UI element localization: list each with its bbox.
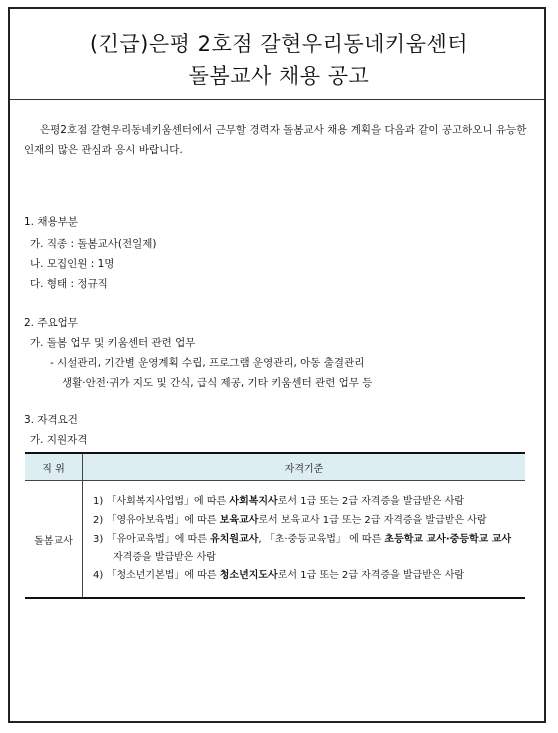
section3-item: 가. 지원자격 [30,434,88,446]
section1-item-count: 나. 모집인원 : 1명 [30,258,115,270]
intro-paragraph: 은평2호점 갈현우리동네키움센터에서 근무할 경력자 돌봄교사 채용 계획을 다음과 같이 공고하오니 유능한 인재의 많은 관심과 응시 바랍니다. [24,124,527,156]
criteria-item-4: 4) 「청소년기본법」에 따른 청소년지도사로서 1급 또는 2급 자격증을 발급받은 사람 [93,570,465,581]
table-header-criteria: 자격기준 [83,453,526,481]
table-header-position: 직 위 [25,453,83,481]
section2-heading: 2. 주요업무 [24,317,78,329]
title-divider [10,99,544,100]
qualification-table [25,452,525,599]
table-cell-criteria [83,481,526,599]
table-row [25,481,525,599]
criteria-item-3: 3) 「유아교육법」에 따른 유치원교사, 「초·중등교육법」 에 따른 초등학교 교사·중등학교 교사 자격증을 발급받은 사람 [93,534,512,563]
section1-item-job: 가. 직종 : 돌봄교사(전일제) [30,238,157,250]
page-title: (긴급)은평 2호점 갈현우리동네키움센터 [89,32,469,56]
section1-item-type: 다. 형태 : 정규직 [30,278,108,290]
criteria-item-2: 2) 「영유아보육법」에 따른 보육교사로서 보육교사 1급 또는 2급 자격증을 발급받은 사람 [93,515,487,526]
section2-detail-1: - 시설관리, 기간별 운영계획 수립, 프로그램 운영관리, 아동 출결관리 [50,357,365,369]
table-header-row [25,453,525,481]
section1-heading: 1. 채용부분 [24,216,78,228]
section2-detail-2: 생활·안전·귀가 지도 및 간식, 급식 제공, 기타 키움센터 관련 업무 등 [62,377,373,389]
page-subtitle: 돌봄교사 채용 공고 [188,64,370,88]
table-cell-role: 돌봄교사 [25,481,83,599]
criteria-item-1: 1) 「사회복지사업법」에 따른 사회복지사로서 1급 또는 2급 자격증을 발급받은 사람 [93,496,465,507]
section3-heading: 3. 자격요건 [24,414,78,426]
section2-item: 가. 돌봄 업무 및 키움센터 관련 업무 [30,337,196,349]
